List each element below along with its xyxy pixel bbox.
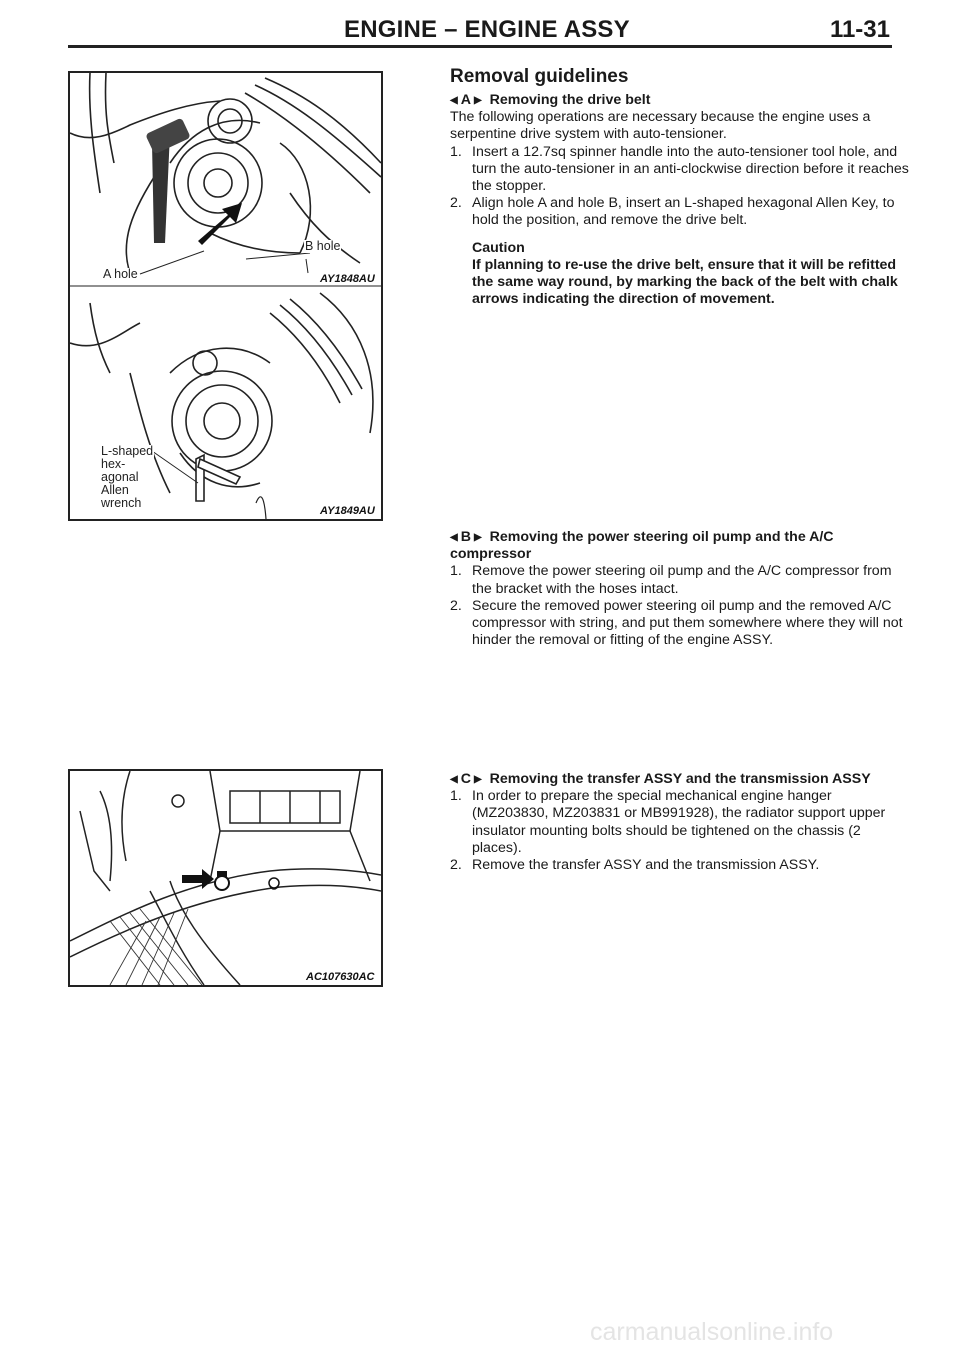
subsection-c-heading: ◀ C ▶ Removing the transfer ASSY and the transmission ASSY	[450, 771, 871, 787]
l-shaped-wrench-label: L-shaped hex- agonal Allen wrench	[101, 444, 154, 510]
list-item: 1. Insert a 12.7sq spinner handle into the auto-tensioner tool hole, and turn the auto-tensioner in an anti-clockwise direction before it reaches the stopper.	[450, 143, 909, 195]
subsection-a-heading: ◀ A ▶ Removing the drive belt	[450, 92, 651, 108]
page-header	[68, 16, 890, 46]
figure-code-bottom: AY1849AU	[320, 505, 375, 517]
transfer-illustration	[70, 771, 381, 985]
left-triangle-icon: ◀	[450, 774, 458, 785]
right-triangle-icon: ▶	[473, 532, 482, 543]
right-triangle-icon: ▶	[473, 774, 482, 785]
right-triangle-icon: ▶	[473, 95, 482, 106]
section-a-intro: The following operations are necessary because the engine uses a serpentine drive system with auto-tensioner.	[450, 109, 871, 143]
left-triangle-icon: ◀	[450, 532, 458, 543]
watermark: carmanualsonline.info	[590, 1318, 834, 1346]
caution-block	[472, 240, 910, 309]
subsection-b-heading: ◀ B ▶ Removing the power steering oil pump and the A/C compressor	[450, 529, 834, 563]
figure-code-top: AY1848AU	[320, 273, 375, 285]
list-item: 2. Secure the removed power steering oil pump and the removed A/C compressor with string, and put them somewhere where they will not hinder the removal or fitting of the engine ASSY.	[450, 597, 903, 649]
caution-text: If planning to re-use the drive belt, ensure that it will be refitted the same way round, by marking the back of the belt with chalk arrows indicating the direction of movement.	[472, 256, 898, 308]
section-title: Removal guidelines	[450, 66, 629, 87]
a-hole-label: A hole	[103, 267, 138, 281]
left-triangle-icon: ◀	[450, 95, 458, 106]
figure-transfer-assy	[68, 769, 383, 987]
figure-drive-belt-tensioner	[68, 71, 383, 521]
list-item: 1. Remove the power steering oil pump and the A/C compressor from the bracket with the hoses intact.	[450, 563, 892, 597]
list-item: 1. In order to prepare the special mechanical engine hanger (MZ203830, MZ203831 or MB991928), the radiator support upper insulator mounting bolts should be tightened on the chassis (2 places).	[450, 788, 886, 856]
section-b	[450, 529, 910, 649]
list-item: 2. Align hole A and hole B, insert an L-shaped hexagonal Allen Key, to hold the position, and remove the drive belt.	[450, 195, 895, 229]
section-a	[450, 66, 910, 308]
header-rule	[68, 45, 892, 48]
figure-code: AC107630AC	[306, 971, 375, 983]
section-c	[450, 771, 910, 874]
b-hole-label: B hole	[305, 239, 341, 253]
header-title: ENGINE – ENGINE ASSY	[344, 16, 630, 43]
caution-title: Caution	[472, 239, 525, 256]
page-number: 11-31	[829, 16, 890, 43]
list-item: 2. Remove the transfer ASSY and the transmission ASSY.	[450, 857, 820, 874]
